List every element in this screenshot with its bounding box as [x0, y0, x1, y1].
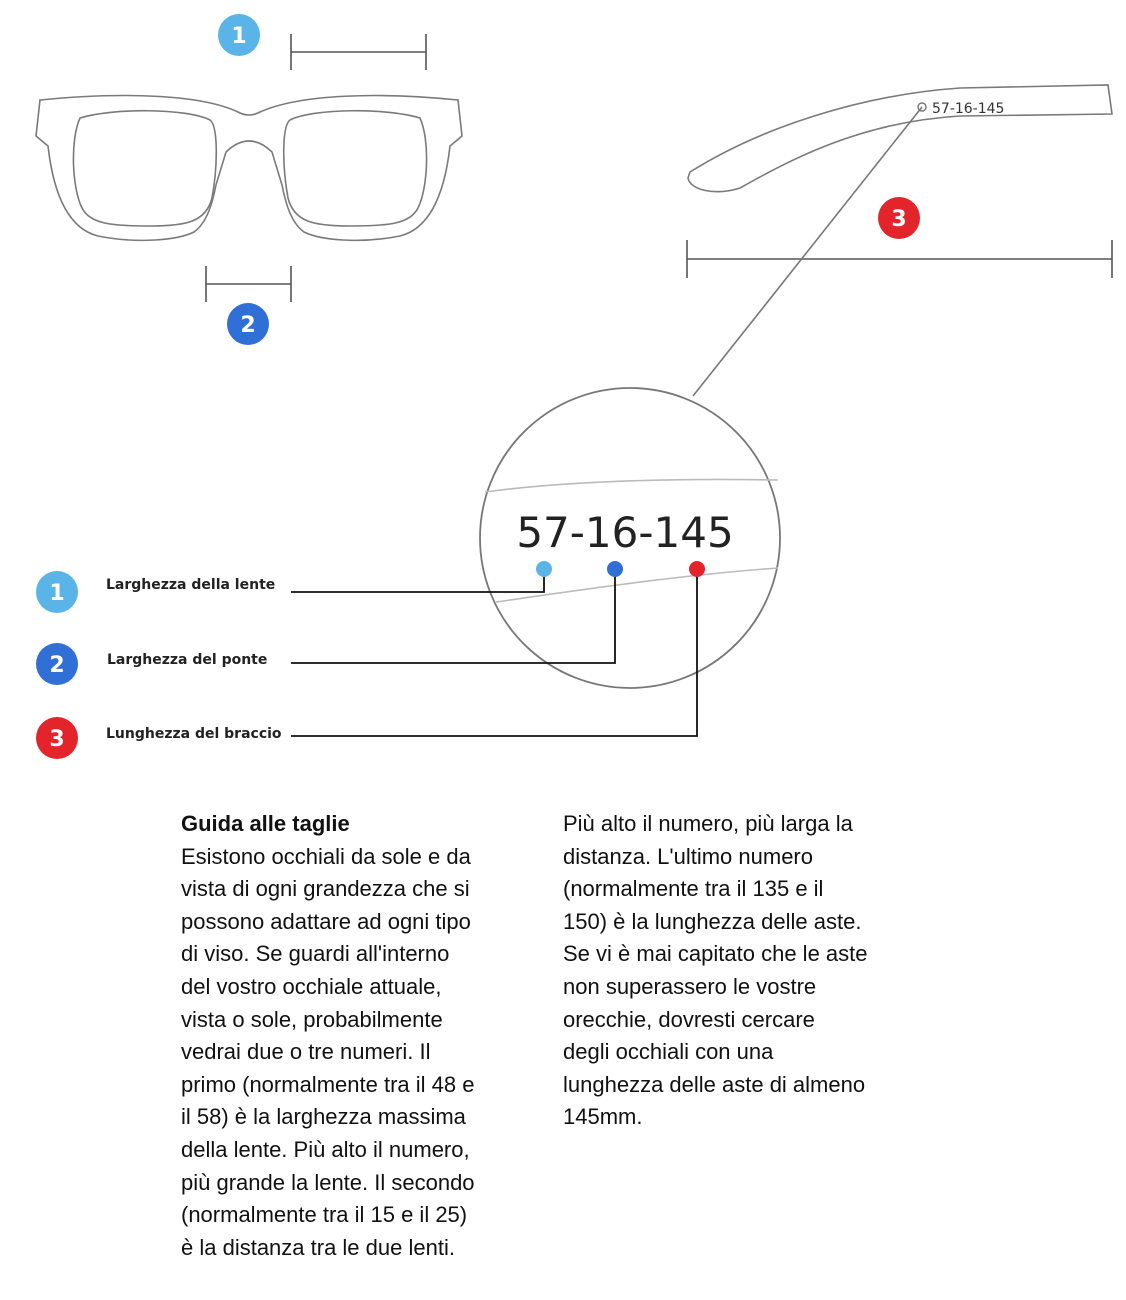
legend-label-1: Larghezza della lente [106, 577, 276, 593]
svg-text:2: 2 [240, 313, 256, 338]
size-guide-left-column [181, 808, 551, 1264]
badge-3-temple [878, 197, 920, 239]
svg-text:1: 1 [49, 581, 65, 606]
svg-text:3: 3 [49, 727, 65, 752]
badge-2-bottom [227, 303, 269, 345]
marker-dot-1 [536, 561, 552, 577]
svg-text:3: 3 [891, 207, 907, 232]
svg-text:1: 1 [231, 24, 247, 49]
size-guide-title: Guida alle taglie [181, 811, 350, 836]
size-guide-right-column [563, 808, 923, 1134]
right-lens-outline [284, 111, 427, 226]
zoom-code-label: 57-16-145 [516, 508, 734, 557]
temple-arm-outline [688, 85, 1112, 192]
lens-width-dimension [291, 34, 426, 70]
temple-length-dimension [687, 240, 1112, 278]
left-lens-outline [73, 111, 216, 226]
legend-label-2: Larghezza del ponte [107, 652, 268, 668]
legend-label-3: Lunghezza del braccio [106, 726, 282, 742]
legend-item-1 [36, 571, 275, 613]
marker-dot-2 [607, 561, 623, 577]
size-guide-left-text: Esistono occhiali da sole e da vista di ogni grandezza che si possono adattare ad ogni tipo di viso. Se guardi all'interno del vostro occhiale attuale, vista o sole, probabilmente vedrai due o tre numeri. Il primo (normalmente tra il 48 e il 58) è la larghezza massima della lente. Più alto il numero, più grande la lente. Il secondo (normalmente tra il 15 e il 25) è la distanza tra le due lenti. [181, 843, 475, 1260]
legend-item-2 [36, 643, 267, 685]
glasses-front-illustration [36, 96, 462, 241]
temple-arm-illustration [688, 85, 1112, 192]
badge-1-top [218, 14, 260, 56]
marker-dot-3 [689, 561, 705, 577]
glasses-frame-outline [36, 96, 462, 241]
zoom-circle [480, 388, 780, 688]
svg-text:2: 2 [49, 653, 65, 678]
legend-item-3 [36, 717, 282, 759]
bridge-width-dimension [206, 266, 291, 302]
size-guide-right-text: Più alto il numero, più larga la distanza. L'ultimo numero (normalmente tra il 135 e il 150) è la lunghezza delle aste. Se vi è mai capitato che le aste non superassero le vostre orecchie, dovresti cercare degli occhiali con una lunghezza delle aste di almeno 145mm. [563, 811, 868, 1130]
temple-code-label: 57-16-145 [932, 101, 1005, 117]
